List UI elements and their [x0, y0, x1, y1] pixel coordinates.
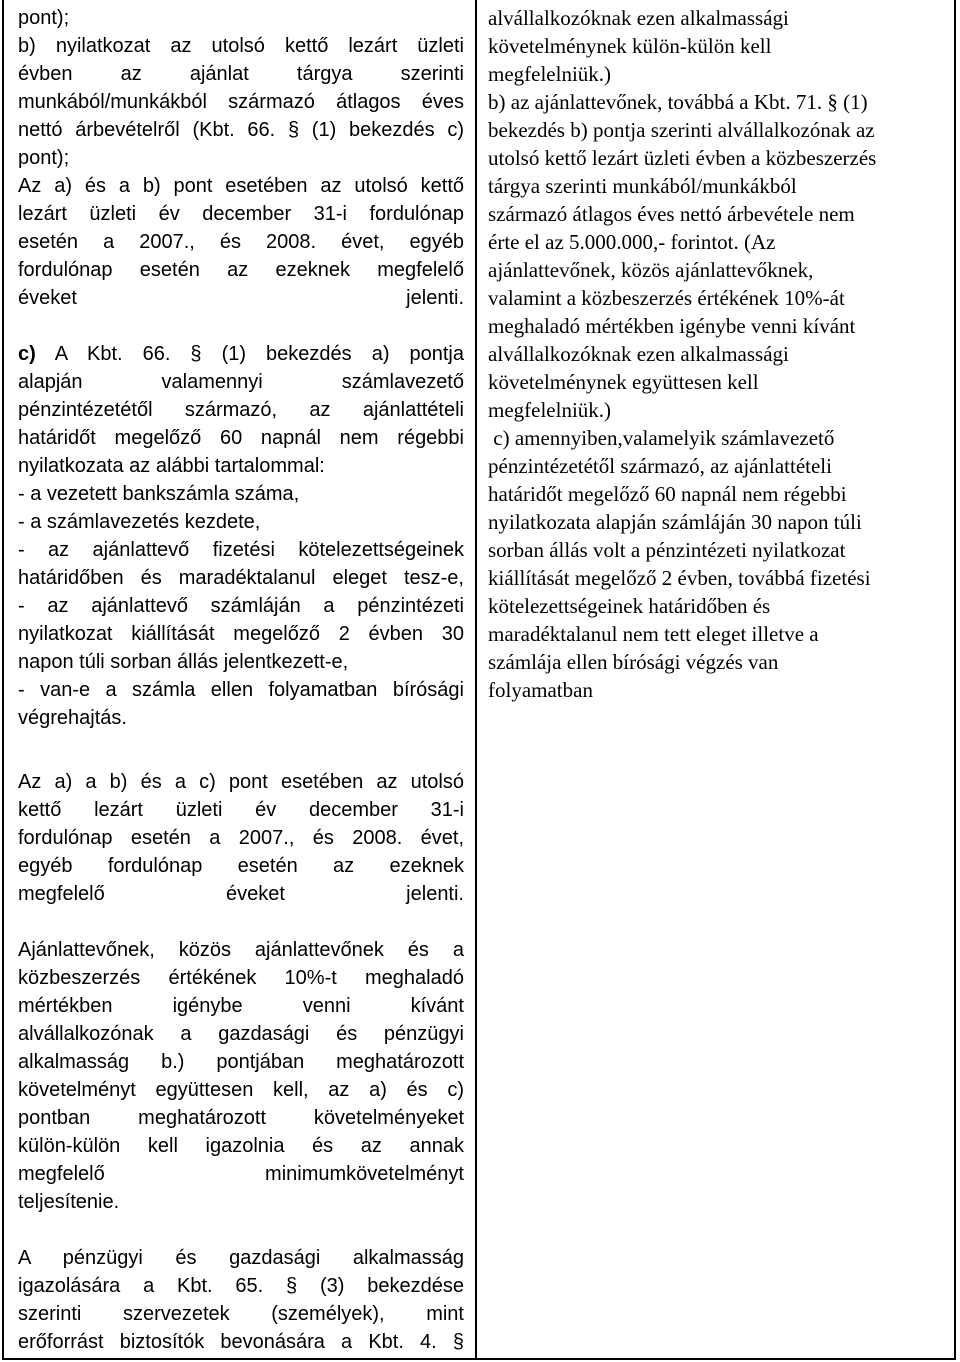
text-line: pontban meghatározott követelményeket	[18, 1107, 464, 1129]
text-line: megfelelő minimumkövetelményt	[18, 1163, 464, 1185]
text-line: megfelelő éveket jelenti.	[18, 883, 464, 905]
text-line: maradéktalanul nem tett eleget illetve a	[488, 622, 819, 646]
text-line: - a vezetett bankszámla száma,	[18, 483, 300, 505]
text-fragment: A Kbt. 66. § (1) bekezdés a) pontja	[35, 343, 464, 365]
text-line: kötelezettségeinek határidőben és	[488, 594, 771, 618]
item-label-c: c)	[18, 343, 36, 365]
text-line: megfelelniük.)	[488, 398, 612, 422]
text-line: bekezdés b) pontja szerinti alvállalkozónak az	[488, 118, 875, 142]
text-line: pénzintézetétől származó, az ajánlattételi	[488, 454, 832, 478]
text-line: utolsó kettő lezárt üzleti évben a közbeszerzés	[488, 146, 877, 170]
text-line: Az a) és a b) pont esetében az utolsó kettő	[18, 175, 464, 197]
text-line: pont);	[18, 147, 70, 169]
text-line: tárgya szerinti munkából/munkákból	[488, 174, 797, 198]
text-line: b) az ajánlattevőnek, továbbá a Kbt. 71. § (1)	[488, 90, 868, 114]
text-line: nyilatkozata az alábbi tartalommal:	[18, 455, 325, 477]
text-line: lezárt üzleti év december 31-i fordulónap	[18, 203, 464, 225]
text-line: ajánlattevőnek, közös ajánlattevőknek,	[488, 258, 814, 282]
text-line: kiállítását megelőző 2 évben, továbbá fizetési	[488, 566, 871, 590]
text-line: követelménynek külön-külön kell	[488, 34, 772, 58]
text-line: c) amennyiben,valamelyik számlavezető	[488, 426, 835, 450]
text-line: valamint a közbeszerzés értékének 10%-át	[488, 286, 845, 310]
text-line: folyamatban	[488, 678, 593, 702]
left-block-1	[18, 4, 464, 312]
text-line: teljesítenie.	[18, 1191, 120, 1213]
text-line: külön-külön kell igazolnia és az annak	[18, 1135, 464, 1157]
right-column	[488, 4, 950, 704]
text-line: határidőt megelőző 60 napnál nem régebbi	[488, 482, 847, 506]
text-line: alvállalkozónak a gazdasági és pénzügyi	[18, 1023, 464, 1045]
text-line: mértékben igénybe venni kívánt	[18, 995, 464, 1017]
text-line: munkából/munkákból származó átlagos éves	[18, 91, 464, 113]
text-line: származó átlagos éves nettó árbevétele nem	[488, 202, 855, 226]
text-line: határidőt megelőző 60 napnál nem régebbi	[18, 427, 464, 449]
text-line: pénzintézetétől származó, az ajánlattételi	[18, 399, 464, 421]
text-line: követelménynek együttesen kell	[488, 370, 759, 394]
left-block-2	[18, 340, 464, 732]
text-line: évben az ajánlat tárgya szerinti	[18, 63, 464, 85]
text-line: Az a) a b) és a c) pont esetében az utolsó	[18, 771, 464, 793]
text-line: igazolására a Kbt. 65. § (3) bekezdése	[18, 1275, 464, 1297]
text-line: számlája ellen bírósági végzés van	[488, 650, 779, 674]
text-line: határidőben és maradéktalanul eleget tesz-e,	[18, 567, 464, 589]
text-line: erőforrást biztosítók bevonására a Kbt. 4. §	[18, 1331, 464, 1353]
text-line: követelményt együttesen kell, az a) és c)	[18, 1079, 464, 1101]
text-line: éveket jelenti.	[18, 287, 464, 309]
text-line: végrehajtás.	[18, 707, 127, 729]
left-column	[18, 4, 464, 1356]
text-line: egyéb fordulónap esetén az ezeknek	[18, 855, 464, 877]
text-line: meghaladó mértékben igénybe venni kívánt	[488, 314, 856, 338]
text-line: Ajánlattevőnek, közös ajánlattevőnek és a	[18, 939, 464, 961]
text-line: - az ajánlattevő számláján a pénzintézeti	[18, 595, 464, 617]
text-line: kettő lezárt üzleti év december 31-i	[18, 799, 464, 821]
text-line: fordulónap esetén az ezeknek megfelelő	[18, 259, 464, 281]
text-line: alapján valamennyi számlavezető	[18, 371, 464, 393]
text-line: közbeszerzés értékének 10%-t meghaladó	[18, 967, 464, 989]
text-line: - az ajánlattevő fizetési kötelezettségeinek	[18, 539, 464, 561]
text-line: nettó árbevételről (Kbt. 66. § (1) bekezdés c)	[18, 119, 464, 141]
text-line: b) nyilatkozat az utolsó kettő lezárt üzleti	[18, 35, 464, 57]
text-line	[18, 340, 464, 368]
text-line: érte el az 5.000.000,- forintot. (Az	[488, 230, 776, 254]
text-line: esetén a 2007., és 2008. évet, egyéb	[18, 231, 464, 253]
text-line: alkalmasság b.) pontjában meghatározott	[18, 1051, 464, 1073]
text-line: pont);	[18, 7, 70, 29]
text-line: - van-e a számla ellen folyamatban bírósági	[18, 679, 464, 701]
text-line: alvállalkozóknak ezen alkalmassági	[488, 6, 789, 30]
text-line: - a számlavezetés kezdete,	[18, 511, 261, 533]
left-block-3	[18, 768, 464, 908]
left-block-5	[18, 1244, 464, 1356]
text-line: napon túli sorban állás jelentkezett-e,	[18, 651, 349, 673]
column-divider	[475, 0, 477, 1360]
text-line: nyilatkozata alapján számláján 30 napon túli	[488, 510, 862, 534]
text-line: A pénzügyi és gazdasági alkalmasság	[18, 1247, 464, 1269]
text-line: fordulónap esetén a 2007., és 2008. évet,	[18, 827, 464, 849]
left-block-4	[18, 936, 464, 1216]
text-line: sorban állás volt a pénzintézeti nyilatkozat	[488, 538, 846, 562]
text-line: szerinti szervezetek (személyek), mint	[18, 1303, 464, 1325]
text-line: megfelelniük.)	[488, 62, 612, 86]
text-line: alvállalkozóknak ezen alkalmassági	[488, 342, 789, 366]
text-line: nyilatkozat kiállítását megelőző 2 évben 30	[18, 623, 464, 645]
